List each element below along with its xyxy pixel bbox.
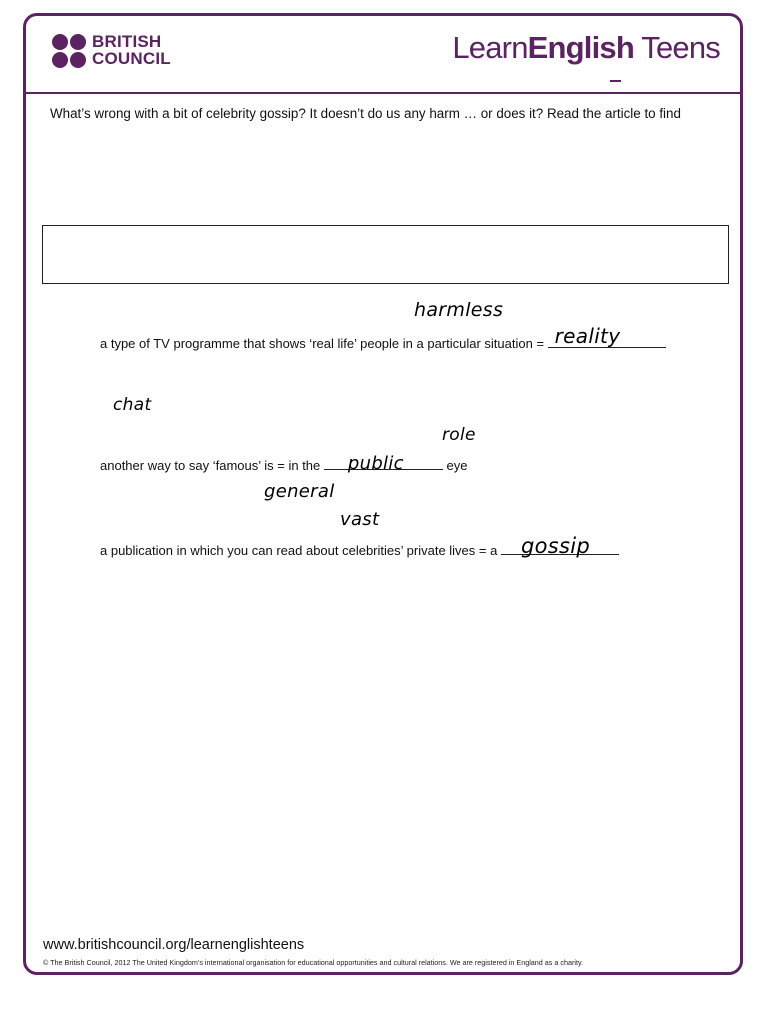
- answer-blank: [501, 534, 619, 558]
- answer-handwriting: reality: [554, 324, 621, 348]
- logo-teens: Teens: [634, 30, 720, 65]
- question-row: [100, 455, 467, 473]
- header-divider: [23, 92, 743, 94]
- british-council-dots-icon: [52, 34, 86, 68]
- handwritten-word: chat: [113, 395, 152, 415]
- logo-line-2: COUNCIL: [92, 49, 171, 68]
- question-row: [100, 534, 619, 558]
- question-text: a publication in which you can read about celebrities’ private lives = a: [100, 543, 501, 558]
- question-text: another way to say ‘famous’ is = in the: [100, 458, 324, 473]
- learnenglish-teens-logo: [452, 30, 720, 66]
- answer-box: [42, 225, 729, 284]
- answer-handwriting: public: [347, 453, 404, 474]
- logo-line-1: BRITISH: [92, 32, 162, 51]
- question-text-after: eye: [442, 458, 468, 473]
- worksheet-frame: [23, 13, 743, 975]
- question-row: [100, 324, 666, 351]
- handwritten-word: general: [264, 481, 335, 502]
- footer-copyright: © The British Council, 2012 The United Kingdom’s international organisation for educational opportunities and cultural relations. We are registered in England as a charity.: [43, 958, 584, 967]
- logo-learn: Learn: [452, 30, 528, 65]
- handwritten-word: role: [442, 425, 476, 445]
- answer-handwriting: gossip: [520, 534, 590, 558]
- answer-blank: [548, 324, 666, 348]
- intro-text: What’s wrong with a bit of celebrity gossip? It doesn’t do us any harm … or does it? Read the article to find: [50, 106, 681, 121]
- logo-dash: [610, 80, 621, 82]
- british-council-logo: [52, 34, 171, 68]
- answer-blank: [324, 453, 443, 474]
- footer-url: www.britishcouncil.org/learnenglishteens: [43, 937, 305, 953]
- logo-english: English: [527, 30, 635, 65]
- question-text: a type of TV programme that shows ‘real life’ people in a particular situation =: [100, 336, 548, 351]
- handwritten-word: harmless: [414, 299, 504, 321]
- handwritten-word: vast: [340, 509, 380, 530]
